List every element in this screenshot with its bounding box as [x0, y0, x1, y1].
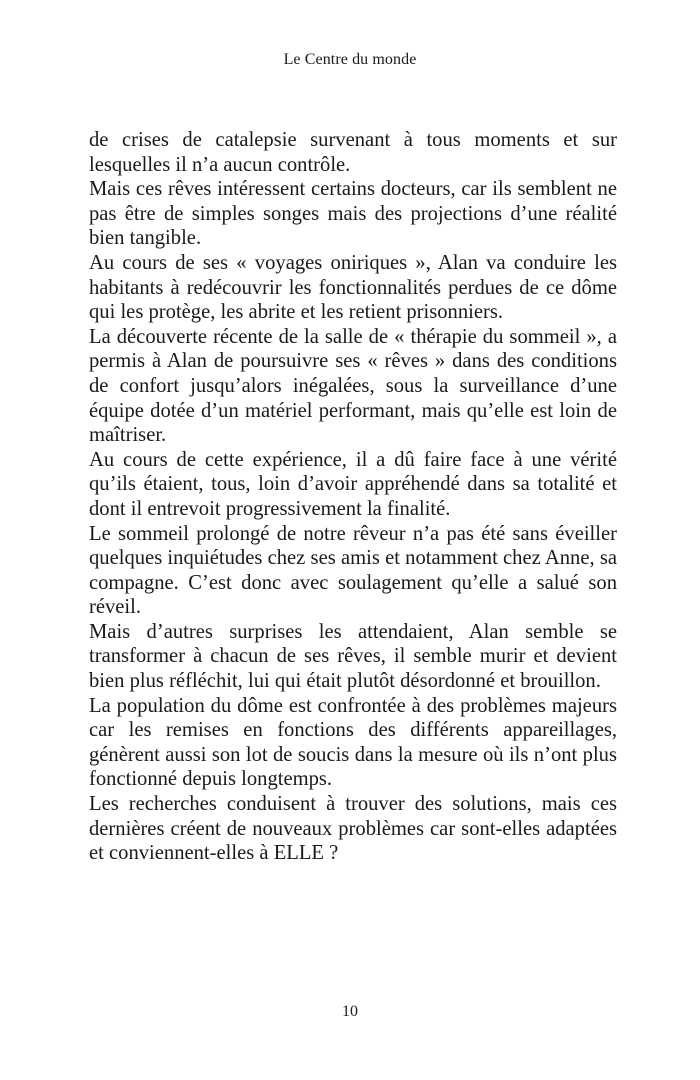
- paragraph-2: Mais ces rêves intéressent certains docteurs, car ils semblent ne pas être de simples songes mais des projections d’une réalité bien tangible.: [89, 178, 617, 250]
- paragraph-9: Les recherches conduisent à trouver des solutions, mais ces dernières créent de nouveaux problèmes car sont-elles adaptées et conviennent-elles à ELLE ?: [89, 793, 617, 865]
- paragraph-1: de crises de catalepsie survenant à tous moments et sur lesquelles il n’a aucun contrôle.: [89, 129, 617, 176]
- page-number: 10: [342, 1003, 358, 1020]
- paragraph-5: Au cours de cette expérience, il a dû faire face à une vérité qu’ils étaient, tous, loin d’avoir appréhendé dans sa totalité et dont il entrevoit progressivement la finalité.: [89, 448, 617, 520]
- paragraph-4: La découverte récente de la salle de « thérapie du sommeil », a permis à Alan de poursuivre ses « rêves » dans des conditions de confort jusqu’alors inégalées, sous la surveillance d’une équipe dotée d’un matériel performant, mais qu’elle est loin de maîtriser.: [89, 325, 617, 447]
- paragraph-6: Le sommeil prolongé de notre rêveur n’a pas été sans éveiller quelques inquiétudes chez ses amis et notamment chez Anne, sa compagne. C’est donc avec soulagement qu’elle a salué son réveil.: [89, 522, 617, 619]
- paragraph-7: Mais d’autres surprises les attendaient, Alan semble se transformer à chacun de ses rêves, il semble murir et devient bien plus réfléchit, lui qui était plutôt désordonné et brouillon.: [89, 620, 617, 693]
- paragraph-3: Au cours de ses « voyages oniriques », Alan va conduire les habitants à redécouvrir les fonctionnalités perdues de ce dôme qui les protège, les abrite et les retient prisonniers.: [89, 251, 617, 324]
- running-header-title: Le Centre du monde: [283, 51, 417, 68]
- paragraph-8: La population du dôme est confrontée à des problèmes majeurs car les remises en fonctions des différents appareillages, génèrent aussi son lot de soucis dans la mesure où ils n’ont plus fonctionné depuis longtemps.: [89, 694, 617, 791]
- body-text: [89, 128, 617, 866]
